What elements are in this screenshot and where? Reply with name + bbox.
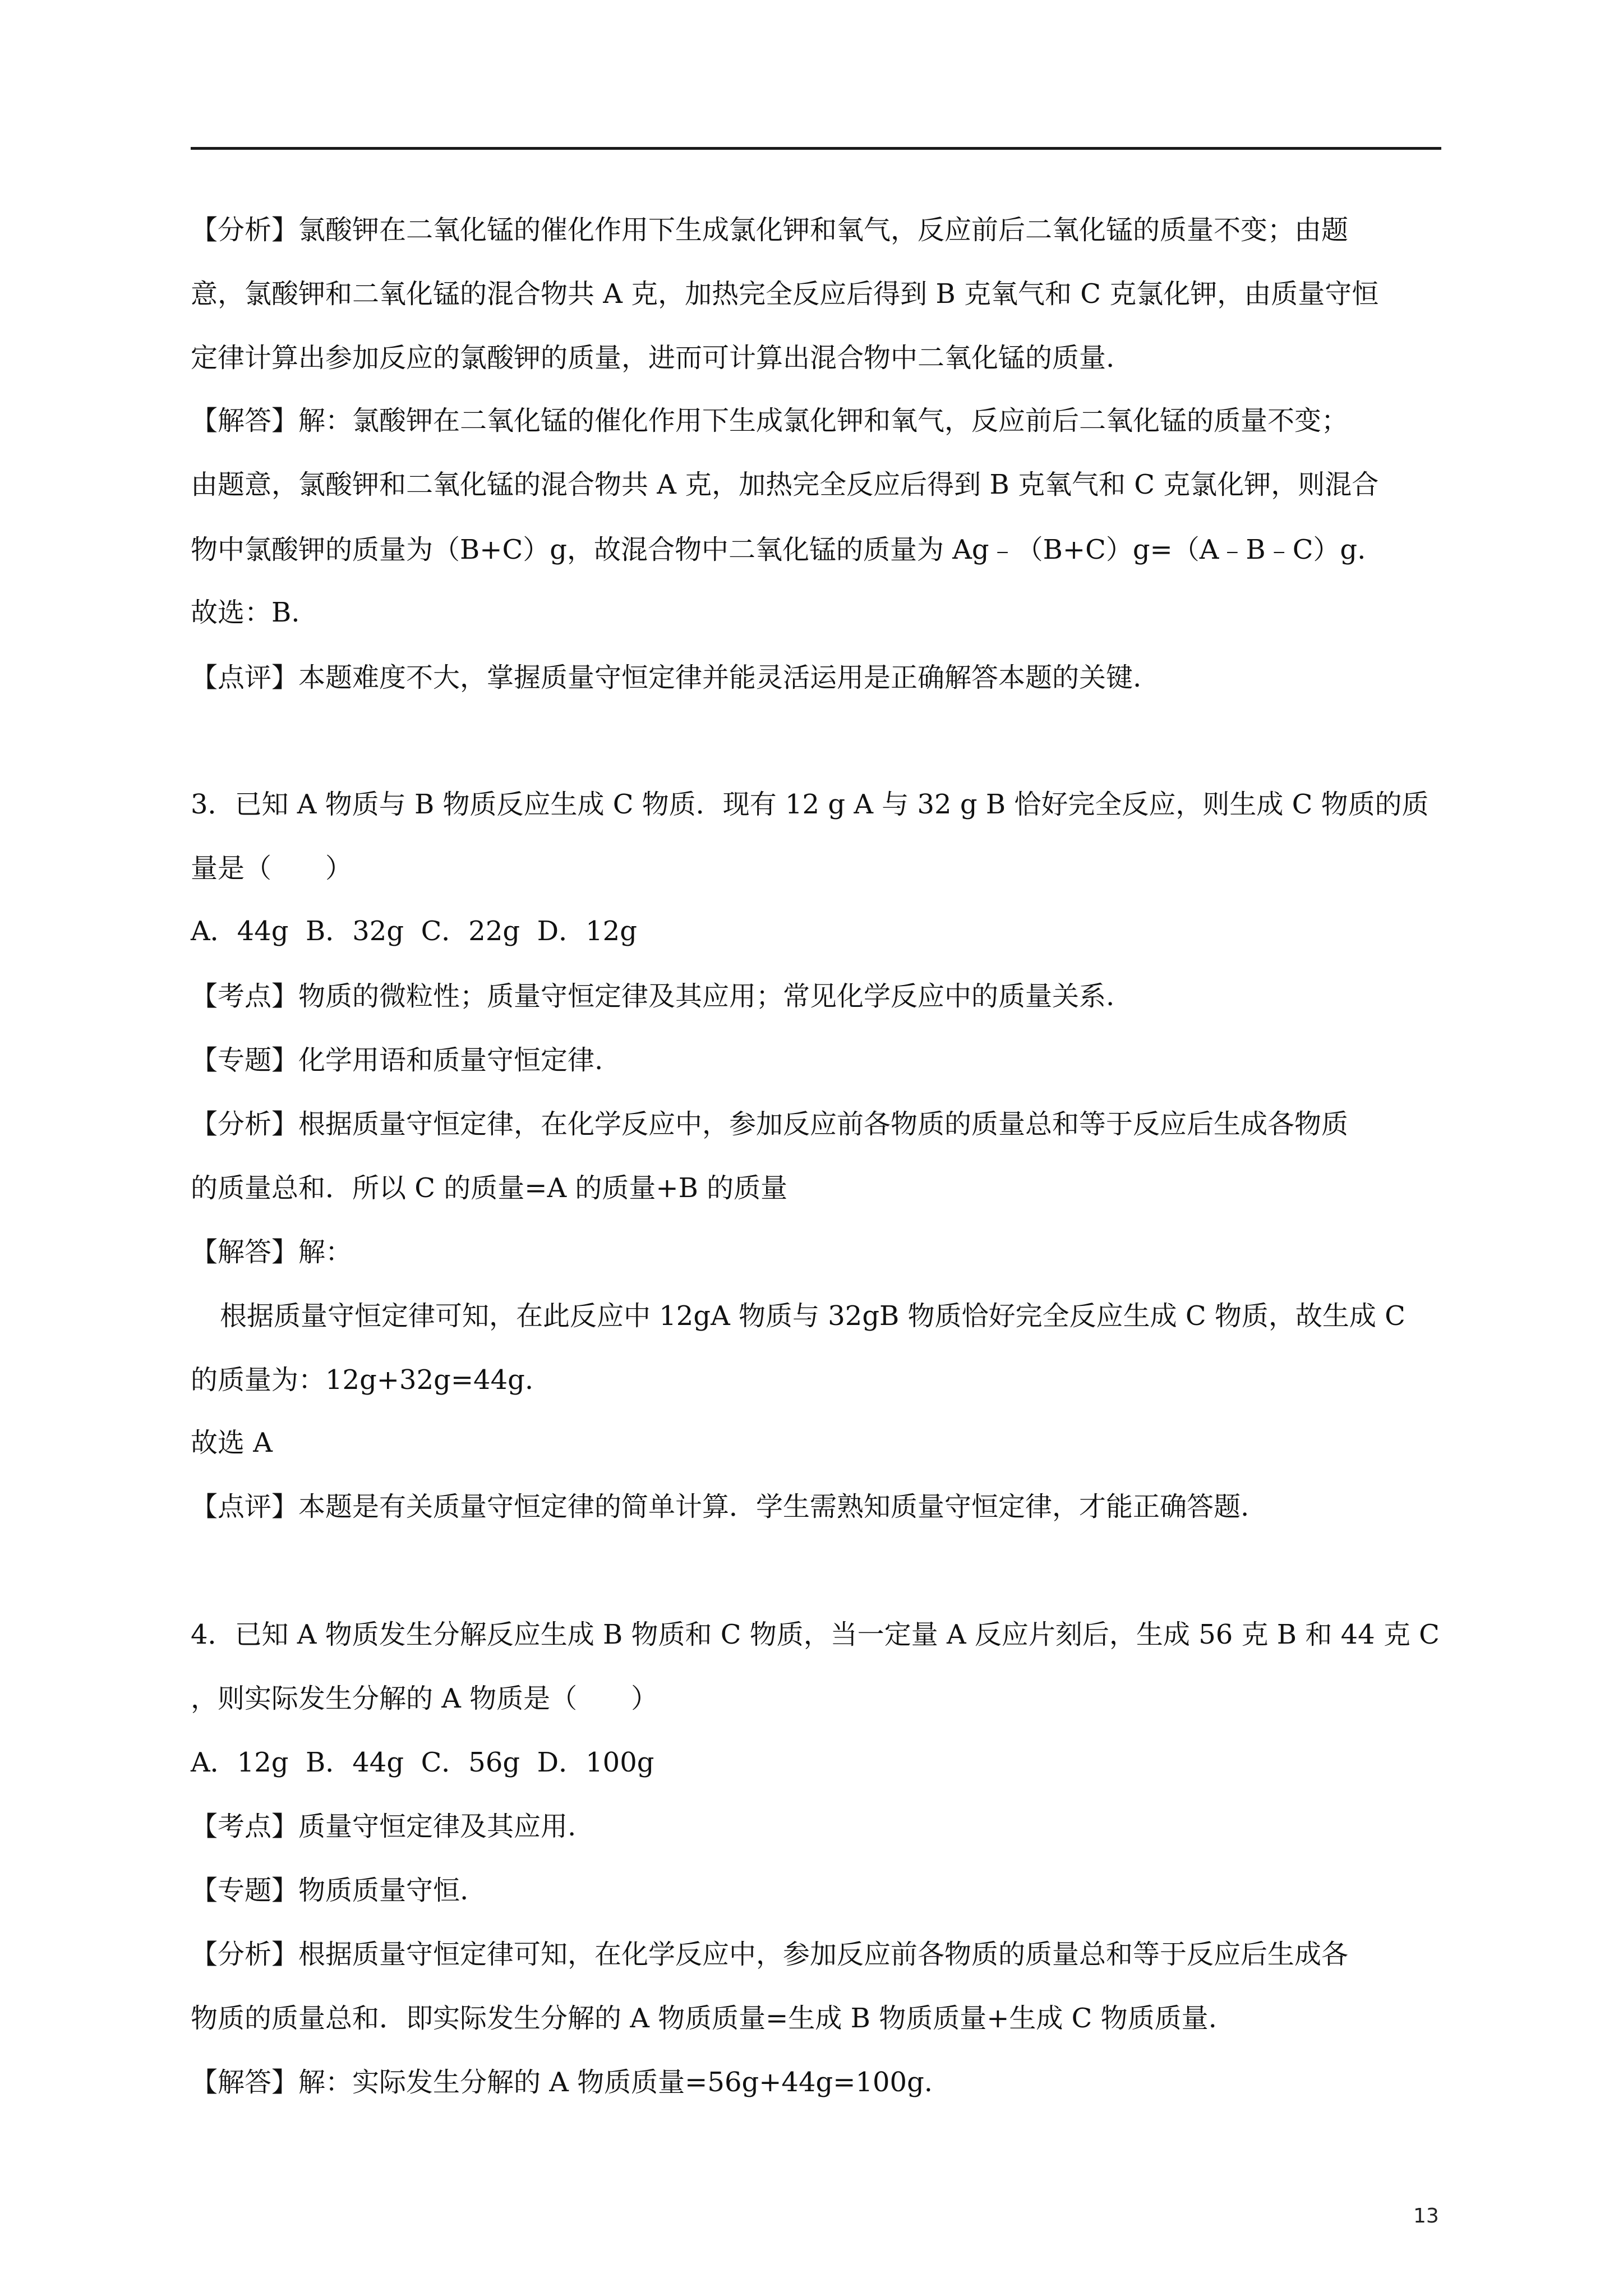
q3-analysis-line-1: 【分析】根据质量守恒定律，在化学反应中，参加反应前各物质的质量总和等于反应后生成各物质 xyxy=(191,1108,1349,1140)
q4-stem-line-2: ，则实际发生分解的 A 物质是（ ） xyxy=(191,1683,658,1714)
q2-answer-line-2: 由题意，氯酸钾和二氧化锰的混合物共 A 克，加热完全反应后得到 B 克氧气和 C 克氯化钾，则混合 xyxy=(191,469,1379,500)
q3-stem-line-1: 3．已知 A 物质与 B 物质反应生成 C 物质．现有 12 g A 与 32 g B 恰好完全反应，则生成 C 物质的质 xyxy=(191,789,1429,820)
q3-answer-head: 【解答】解： xyxy=(191,1236,353,1268)
q3-answer-line-2: 的质量为：12g+32g=44g. xyxy=(191,1364,534,1396)
q4-analysis-line-2: 物质的质量总和．即实际发生分解的 A 物质质量=生成 B 物质质量+生成 C 物质质量. xyxy=(191,2003,1217,2034)
q3-comment: 【点评】本题是有关质量守恒定律的简单计算．学生需熟知质量守恒定律，才能正确答题. xyxy=(191,1491,1249,1522)
q3-stem-line-2: 量是（ ） xyxy=(191,853,353,884)
q3-analysis-line-2: 的质量总和．所以 C 的质量=A 的质量+B 的质量 xyxy=(191,1172,788,1204)
q2-analysis-line-2: 意，氯酸钾和二氧化锰的混合物共 A 克，加热完全反应后得到 B 克氧气和 C 克氯化钾，由质量守恒 xyxy=(191,278,1379,310)
q3-choice: 故选 A xyxy=(191,1427,273,1458)
q3-zhuanti: 【专题】化学用语和质量守恒定律. xyxy=(191,1045,603,1076)
q2-answer-line-1: 【解答】解：氯酸钾在二氧化锰的催化作用下生成氯化钾和氧气，反应前后二氧化锰的质量不变； xyxy=(191,405,1349,436)
header-rule xyxy=(191,147,1441,150)
q2-analysis-line-3: 定律计算出参加反应的氯酸钾的质量，进而可计算出混合物中二氧化锰的质量. xyxy=(191,342,1115,374)
q4-options: A．12g B．44g C．56g D．100g xyxy=(191,1747,654,1778)
q4-answer: 【解答】解：实际发生分解的 A 物质质量=56g+44g=100g. xyxy=(191,2067,933,2098)
page-number: 13 xyxy=(1413,2205,1439,2228)
q4-zhuanti: 【专题】物质质量守恒. xyxy=(191,1875,469,1906)
q2-answer-line-3: 物中氯酸钾的质量为（B+C）g，故混合物中二氧化锰的质量为 Ag﹣（B+C）g=（A﹣B﹣C）g. xyxy=(191,534,1366,565)
q4-stem-line-1: 4．已知 A 物质发生分解反应生成 B 物质和 C 物质，当一定量 A 反应片刻后，生成 56 克 B 和 44 克 C xyxy=(191,1619,1440,1650)
q2-choice: 故选：B. xyxy=(191,597,300,628)
q2-analysis-line-1: 【分析】氯酸钾在二氧化锰的催化作用下生成氯化钾和氧气，反应前后二氧化锰的质量不变；由题 xyxy=(191,214,1349,246)
q3-kaodian: 【考点】物质的微粒性；质量守恒定律及其应用；常见化学反应中的质量关系. xyxy=(191,981,1115,1012)
q3-answer-line-1: 根据质量守恒定律可知，在此反应中 12gA 物质与 32gB 物质恰好完全反应生成 C 物质，故生成 C xyxy=(220,1300,1405,1332)
q2-comment: 【点评】本题难度不大，掌握质量守恒定律并能灵活运用是正确解答本题的关键. xyxy=(191,662,1142,693)
q4-kaodian: 【考点】质量守恒定律及其应用. xyxy=(191,1811,577,1842)
q4-analysis-line-1: 【分析】根据质量守恒定律可知，在化学反应中，参加反应前各物质的质量总和等于反应后生成各 xyxy=(191,1939,1349,1970)
q3-options: A．44g B．32g C．22g D．12g xyxy=(191,915,637,947)
